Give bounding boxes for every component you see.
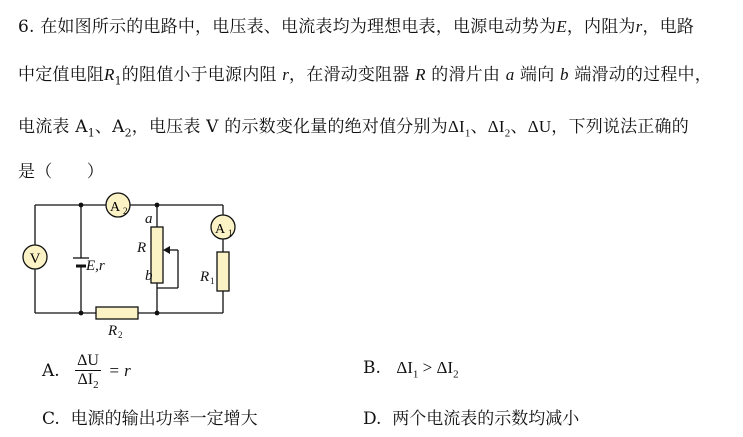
circuit-diagram bbox=[18, 190, 248, 340]
delta-i: ΔI bbox=[447, 117, 465, 136]
text: 端滑动的过程中， bbox=[574, 65, 712, 85]
subscript: 2 bbox=[123, 206, 128, 216]
option-d-text: 两个电流表的示数均减小 bbox=[392, 409, 580, 429]
text: 是（ ） bbox=[18, 162, 104, 182]
rheostat-icon bbox=[151, 227, 163, 283]
source-label: E,r bbox=[86, 258, 105, 274]
r1-symbol: R bbox=[104, 65, 115, 84]
text: 端向 bbox=[520, 65, 555, 85]
subscript: 1 bbox=[412, 368, 419, 381]
text: ，电路 bbox=[642, 17, 695, 37]
text: ，内阻为 bbox=[566, 17, 636, 37]
operator: > bbox=[418, 358, 437, 377]
subscript: 2 bbox=[453, 368, 459, 381]
option-b-label: B. bbox=[363, 358, 381, 378]
text: 电流表 A bbox=[18, 117, 88, 137]
text: 在如图所示的电路中，电压表、电流表均为理想电表，电源电动势为 bbox=[40, 17, 557, 37]
delta-i: ΔI bbox=[77, 371, 94, 388]
R-symbol: R bbox=[415, 65, 426, 84]
delta-u: ΔU bbox=[527, 117, 552, 136]
text: 中定值电阻 bbox=[18, 65, 104, 85]
option-a[interactable] bbox=[42, 352, 131, 391]
ammeter-a2-label: A bbox=[109, 200, 121, 215]
a-symbol: a bbox=[505, 65, 515, 84]
question-line-2 bbox=[18, 60, 712, 87]
r-symbol: r bbox=[635, 17, 643, 36]
text: 、 bbox=[470, 117, 488, 137]
question-line-3 bbox=[18, 112, 689, 139]
terminal-a-label: a bbox=[145, 211, 153, 227]
emf-symbol: E bbox=[556, 17, 567, 36]
option-a-rhs: = r bbox=[108, 361, 131, 381]
option-d[interactable] bbox=[363, 404, 579, 429]
option-a-label: A. bbox=[42, 361, 60, 382]
text: ，电压表 V 的示数变化量的绝对值分别为 bbox=[131, 117, 448, 137]
text: 、A bbox=[94, 117, 125, 137]
option-c-label: C. bbox=[42, 409, 60, 429]
rheostat-label: R bbox=[137, 240, 147, 256]
question-number: 6. bbox=[18, 17, 35, 37]
option-d-label: D. bbox=[363, 409, 382, 429]
question-line-1 bbox=[18, 12, 694, 37]
delta-i2: ΔI bbox=[436, 358, 454, 377]
r1-label: R bbox=[200, 269, 210, 285]
terminal-b-label: b bbox=[145, 268, 153, 284]
text: ，在滑动变阻器 bbox=[289, 65, 410, 85]
text: ，下列说法正确的 bbox=[551, 117, 689, 137]
subscript: 2 bbox=[118, 330, 123, 340]
r2-label: R bbox=[108, 323, 118, 339]
ammeter-a1-label: A bbox=[214, 222, 226, 237]
subscript: 2 bbox=[504, 127, 511, 140]
subscript: 2 bbox=[124, 126, 132, 140]
numerator: ΔU bbox=[77, 352, 99, 369]
question-line-4 bbox=[18, 157, 104, 182]
subscript: 1 bbox=[210, 276, 215, 286]
subscript: 2 bbox=[93, 379, 99, 392]
subscript: 1 bbox=[114, 74, 122, 88]
voltmeter-label: V bbox=[29, 251, 41, 267]
option-c[interactable] bbox=[42, 404, 258, 429]
b-symbol: b bbox=[560, 65, 569, 84]
subscript: 1 bbox=[228, 228, 233, 238]
delta-i1: ΔI bbox=[396, 358, 413, 377]
option-c-text: 电源的输出功率一定增大 bbox=[70, 409, 258, 429]
text: 的阻值小于电源内阻 bbox=[121, 65, 277, 85]
resistor-r1-icon bbox=[217, 252, 229, 291]
fraction bbox=[75, 352, 101, 391]
r-symbol: r bbox=[282, 65, 290, 84]
text: 、 bbox=[510, 117, 528, 137]
option-b[interactable] bbox=[363, 358, 459, 380]
denominator bbox=[75, 371, 101, 391]
subscript: 1 bbox=[87, 126, 95, 140]
text: 的滑片由 bbox=[431, 65, 501, 85]
delta-i: ΔI bbox=[487, 117, 505, 136]
subscript: 1 bbox=[464, 127, 471, 140]
resistor-r2-icon bbox=[96, 307, 138, 319]
